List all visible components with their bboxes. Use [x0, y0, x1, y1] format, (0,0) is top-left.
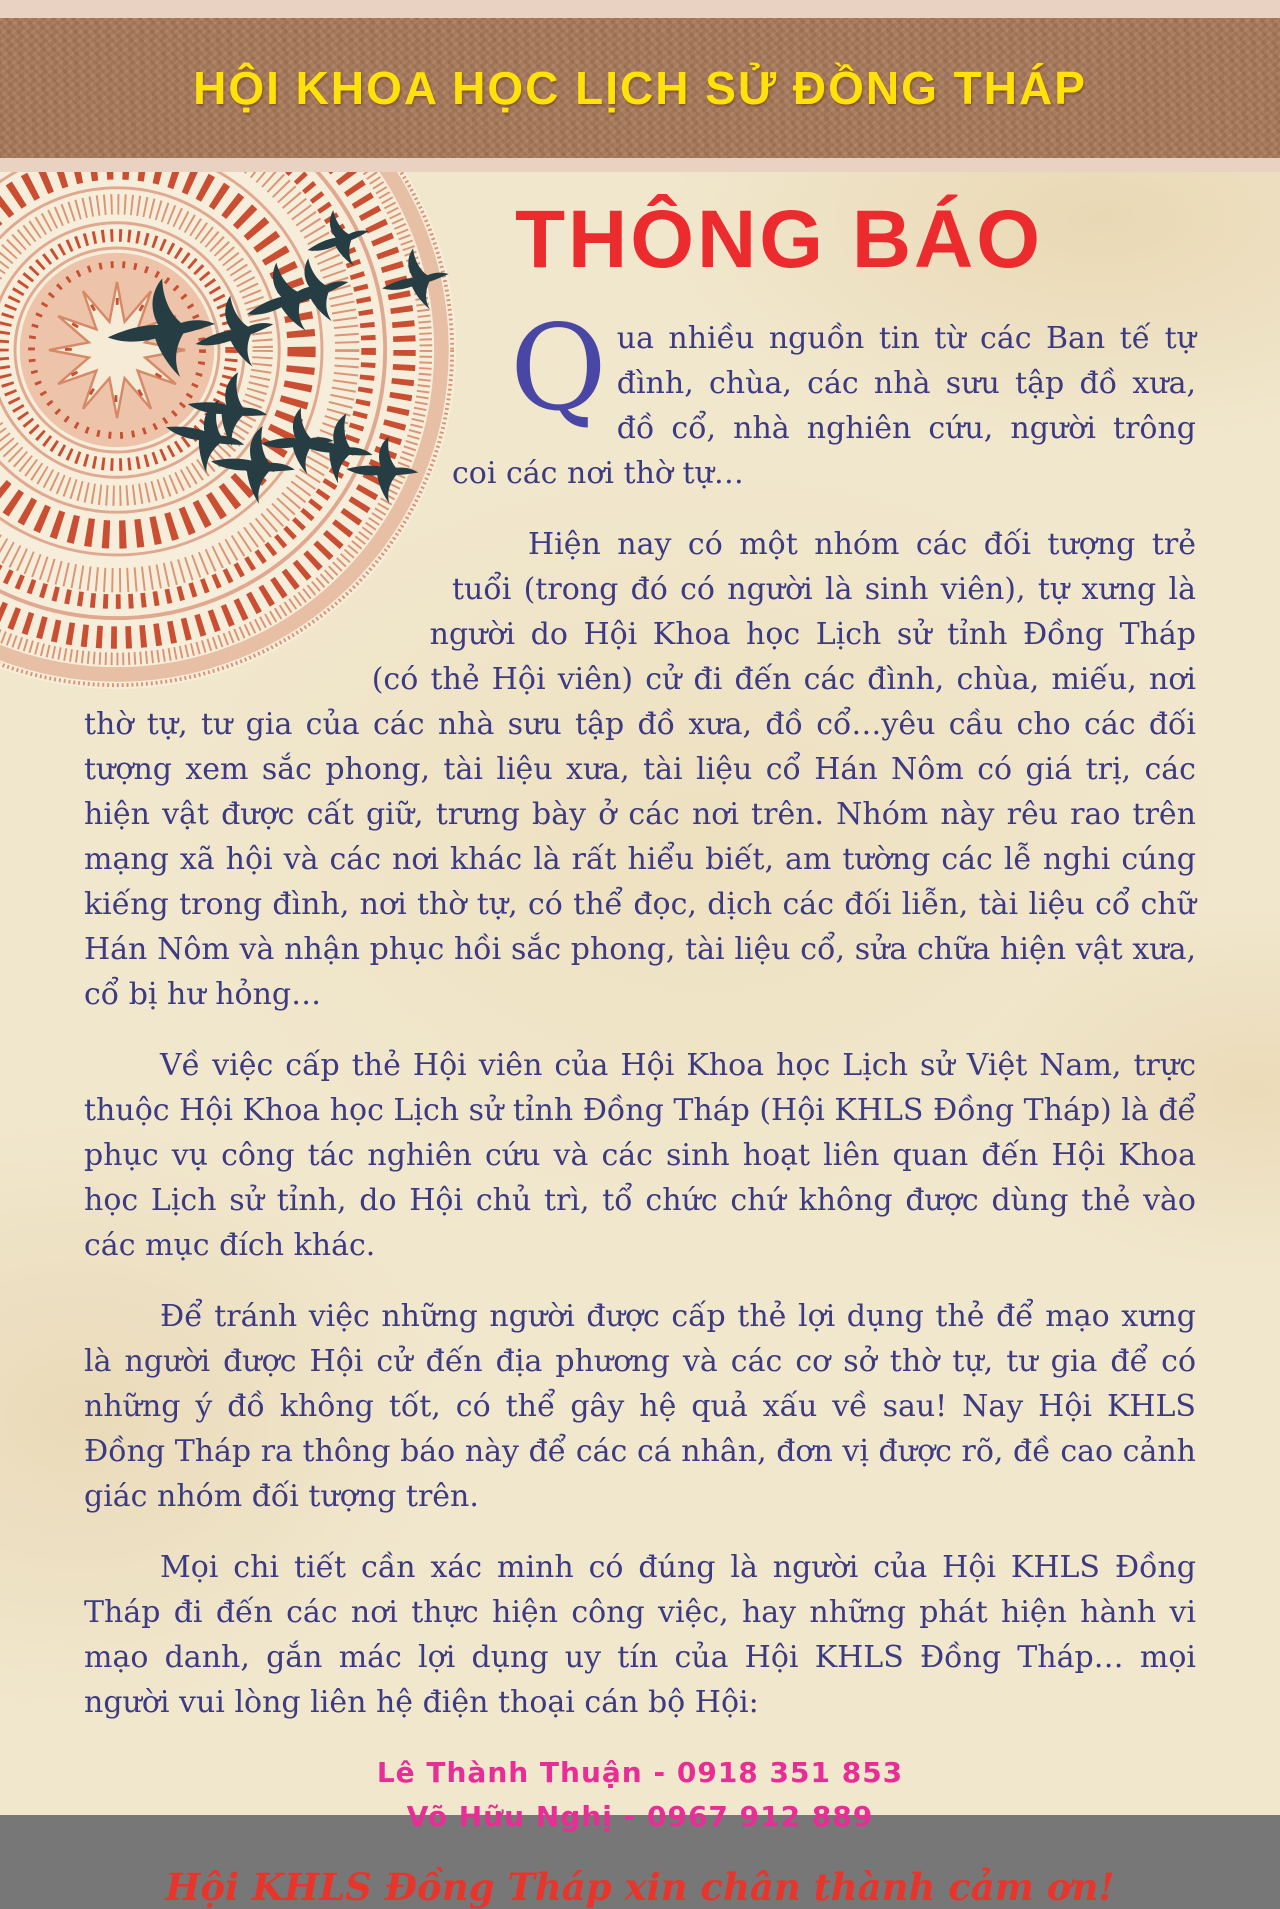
drop-cap: Q: [510, 299, 607, 437]
paragraph-card-purpose: Về việc cấp thẻ Hội viên của Hội Khoa học Lịch sử Việt Nam, trực thuộc Hội Khoa học Lịch sử tỉnh Đồng Tháp (Hội KHLS Đồng Tháp) là để phục vụ công tác nghiên cứu và các sinh hoạt liên quan đến Hội Khoa học Lịch sử tỉnh, do Hội chủ trì, tổ chức chứ không được dùng thẻ vào các mục đích khác.: [84, 1048, 1196, 1263]
paragraph-intro-text: ua nhiều nguồn tin từ các Ban tế tự đình, chùa, các nhà sưu tập đồ xưa, đồ cổ, nhà nghiên cứu, người trông coi các nơi thờ tự…: [452, 321, 1196, 491]
top-strip: [0, 0, 1280, 18]
contact-phone: Lê Thành Thuận - 0918 351 853: [376, 1756, 904, 1789]
notice-title: THÔNG BÁO: [514, 194, 1044, 285]
paragraph-prevention: Để tránh việc những người được cấp thẻ lợi dụng thẻ để mạo xưng là người được Hội cử đến địa phương và các cơ sở thờ tự, tư gia để có những ý đồ không tốt, có thể gây hệ quả xấu về sau! Nay Hội KHLS Đồng Tháp ra thông báo này để các cá nhân, đơn vị được rõ, đề cao cảnh giác nhóm đối tượng trên.: [84, 1299, 1196, 1514]
contact-list: [0, 1751, 1280, 1839]
association-name: HỘI KHOA HỌC LỊCH SỬ ĐỒNG THÁP: [193, 62, 1087, 114]
drum-text-wrap-spacer: [0, 194, 452, 672]
notice-body: [0, 194, 1280, 1725]
closing-note: Hội KHLS Đồng Tháp xin chân thành cảm ơn!: [165, 1865, 1115, 1909]
contact-phone: Võ Hữu Nghị - 0967 912 889: [406, 1800, 874, 1833]
paragraph-warning-group: Hiện nay có một nhóm các đối tượng trẻ tuổi (trong đó có người là sinh viên), tự xưng là người do Hội Khoa học Lịch sử tỉnh Đồng Tháp (có thẻ Hội viên) cử đi đến các đình, chùa, miếu, nơi thờ tự, tư gia của các nhà sưu tập đồ xưa, đồ cổ…yêu cầu cho các đối tượng xem sắc phong, tài liệu xưa, tài liệu cổ Hán Nôm có giá trị, các hiện vật được cất giữ, trưng bày ở các nơi trên. Nhóm này rêu rao trên mạng xã hội và các nơi khác là rất hiểu biết, am tường các lễ nghi cúng kiếng trong đình, nơi thờ tự, có thể đọc, dịch các đối liễn, tài liệu cổ chữ Hán Nôm và nhận phục hồi sắc phong, tài liệu cổ, sửa chữa hiện vật xưa, cổ bị hư hỏng…: [84, 527, 1196, 1012]
banner-bottom-strip: [0, 158, 1280, 172]
paragraph-verification: Mọi chi tiết cần xác minh có đúng là người của Hội KHLS Đồng Tháp đi đến các nơi thực hiện công việc, hay những phát hiện hành vi mạo danh, gắn mác lợi dụng uy tín của Hội KHLS Đồng Tháp… mọi người vui lòng liên hệ điện thoại cán bộ Hội:: [84, 1550, 1196, 1720]
header-banner: [0, 18, 1280, 158]
